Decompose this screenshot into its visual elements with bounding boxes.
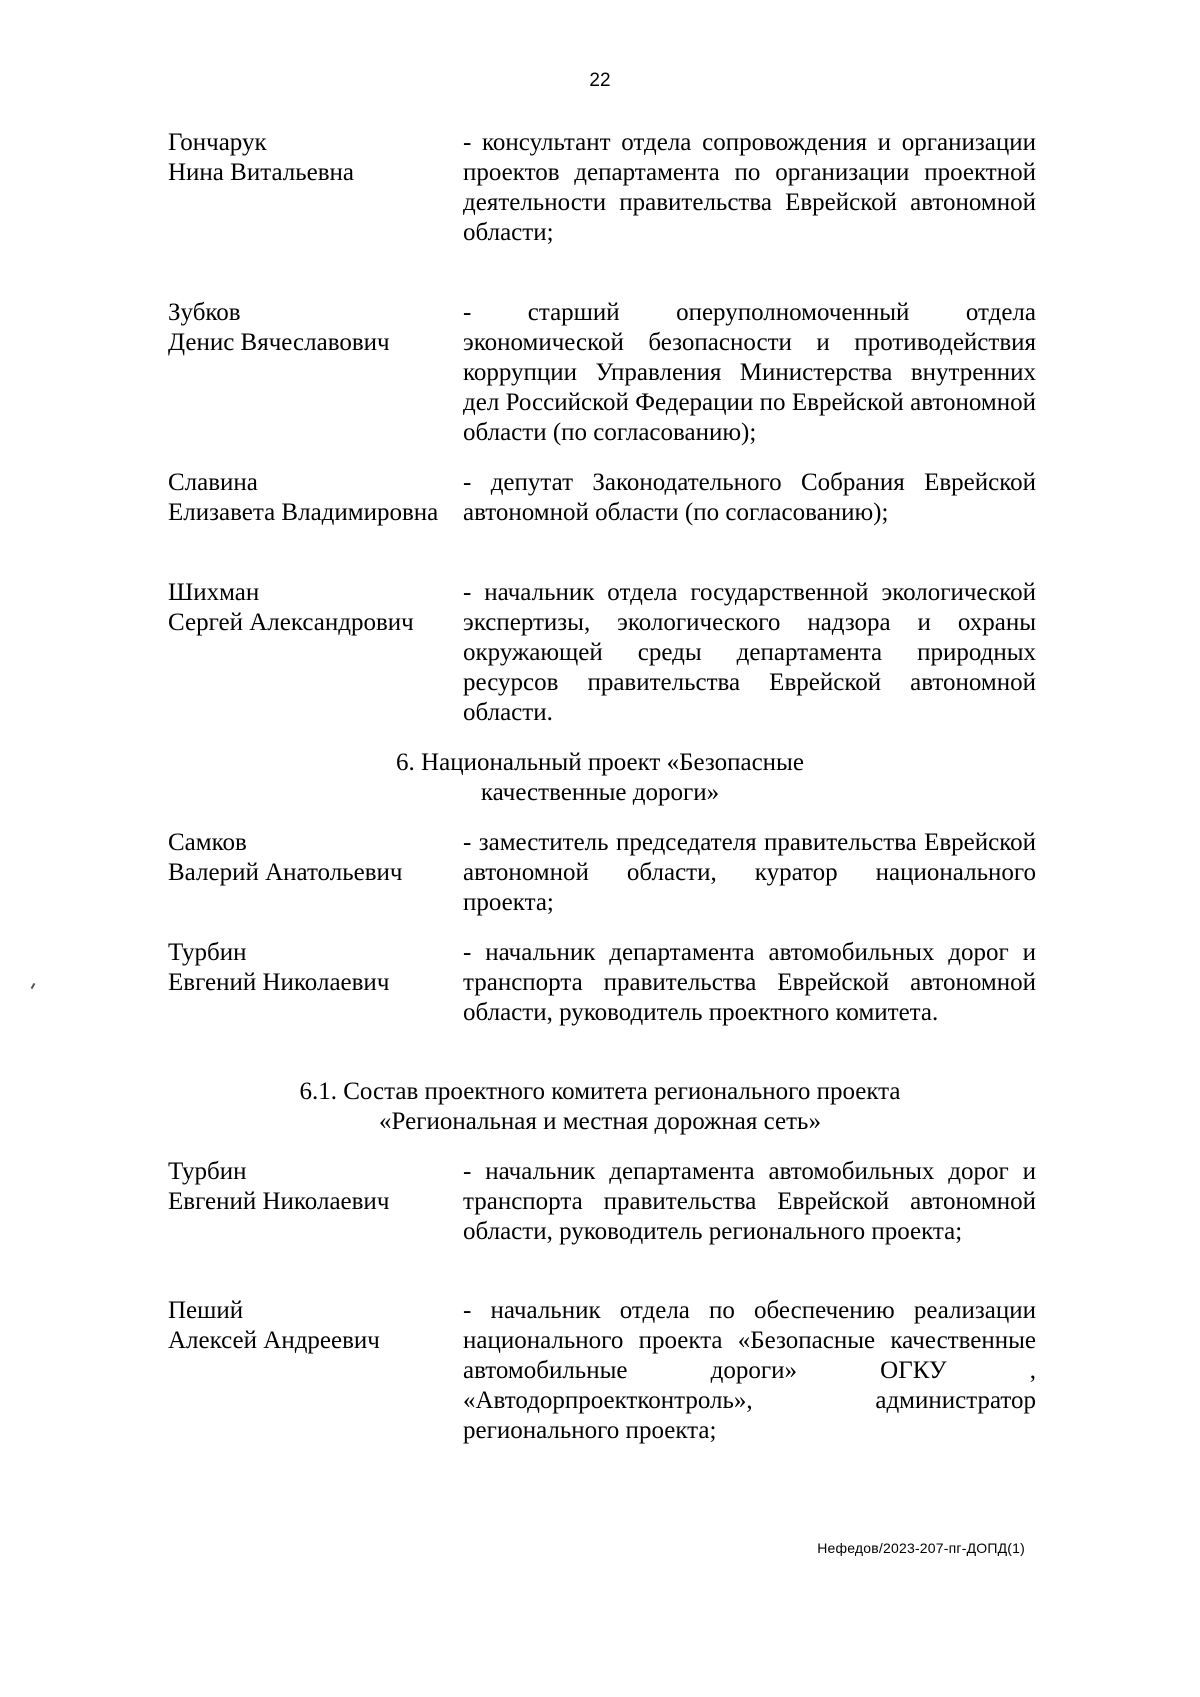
member-role: - начальник отдела по обеспечению реализации национального проекта «Безопасные качественные автомобильные дороги» ОГКУ , «Автодорпроектконтроль», администратор регионального проекта; [463,1297,1036,1444]
member-entry [168,1296,1036,1446]
member-given-name: Валерий Анатольевич [168,859,403,886]
member-role: - начальник департамента автомобильных дорог и транспорта правительства Еврейской автономной области, руководитель регионального проекта; [463,1158,1036,1245]
member-given-name: Денис Вячеславович [168,329,390,356]
member-given-name: Алексей Андреевич [168,1327,380,1354]
member-entry [168,828,1036,918]
member-role: - старший оперуполномоченный отдела экономической безопасности и противодействия коррупции Управления Министерства внутренних дел Российской Федерации по Еврейской автономной области (по согласованию); [463,299,1036,446]
member-role: - депутат Законодательного Собрания Еврейской автономной области (по согласованию); [463,469,1036,526]
member-entry [168,938,1036,1028]
member-given-name: Евгений Николаевич [168,969,390,996]
member-name [168,1296,468,1356]
section-heading-line: 6. Национальный проект «Безопасные [396,749,804,776]
member-surname: Самков [168,829,247,856]
member-surname: Пеший [168,1297,244,1324]
member-name [168,298,468,358]
member-name [168,578,468,638]
member-name [168,828,468,888]
member-name [168,1157,468,1217]
member-given-name: Елизавета Владимировна [168,499,439,526]
member-surname: Славина [168,469,258,496]
member-entry [168,128,1036,248]
member-surname: Турбин [168,1158,247,1185]
member-name [168,938,468,998]
member-name [168,468,468,528]
subsection-heading-line: 6.1. Состав проектного комитета регионального проекта [299,1078,901,1105]
member-surname: Турбин [168,939,247,966]
member-role: - консультант отдела сопровождения и организации проектов департамента по организации проектной деятельности правительства Еврейской автономной области; [463,129,1036,246]
member-given-name: Нина Витальевна [168,159,355,186]
member-given-name: Сергей Александрович [168,609,414,636]
member-surname: Шихман [168,579,260,606]
member-role: - заместитель председателя правительства Еврейской автономной области, куратор национального проекта; [463,829,1036,916]
member-entry [168,578,1036,728]
member-surname: Зубков [168,299,241,326]
member-entry [168,298,1036,448]
scan-speck [31,983,36,989]
member-role: - начальник департамента автомобильных дорог и транспорта правительства Еврейской автономной области, руководитель проектного комитета. [463,939,1036,1026]
subsection-heading-line: «Региональная и местная дорожная сеть» [379,1108,821,1135]
member-entry [168,1157,1036,1247]
subsection-heading [0,1077,1200,1137]
member-given-name: Евгений Николаевич [168,1188,390,1215]
section-heading-line: качественные дороги» [480,779,720,806]
section-heading [0,748,1200,808]
page-number: 22 [589,70,611,91]
document-code: Нефедов/2023-207-пг-ДОПД(1) [817,1540,1025,1556]
member-role: - начальник отдела государственной экологической экспертизы, экологического надзора и охраны окружающей среды департамента природных ресурсов правительства Еврейской автономной области. [463,579,1036,726]
member-name [168,128,468,188]
member-entry [168,468,1036,528]
member-surname: Гончарук [168,129,267,156]
